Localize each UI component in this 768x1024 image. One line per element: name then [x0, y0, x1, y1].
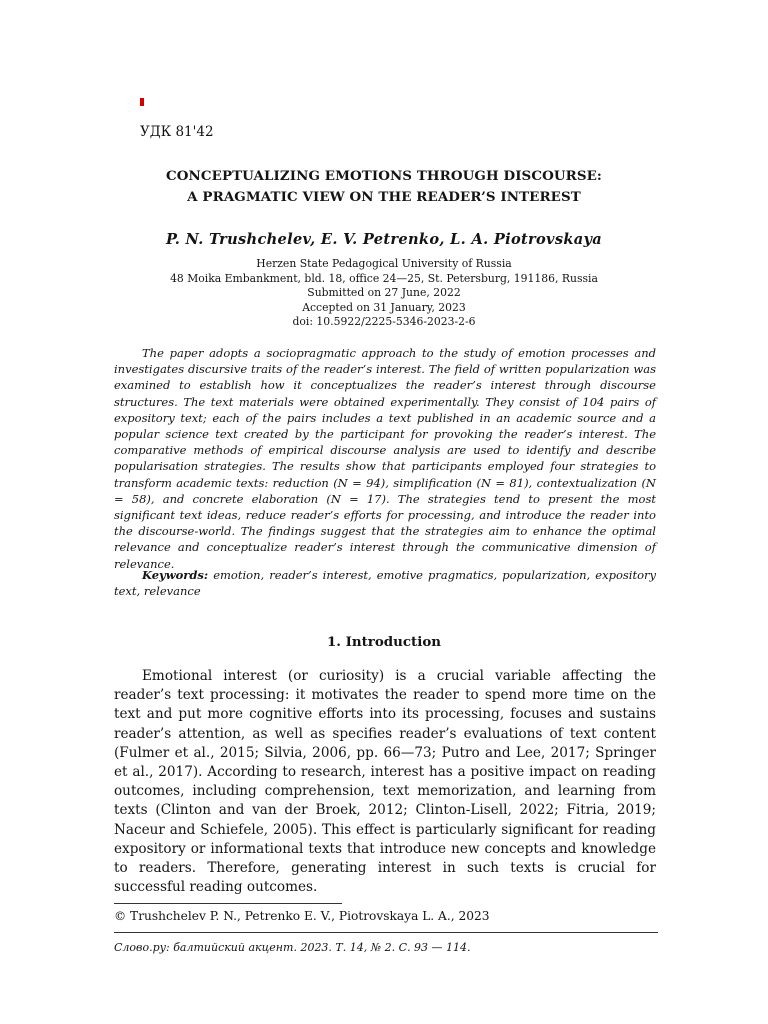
accepted-date: Accepted on 31 January, 2023	[302, 300, 466, 314]
abstract: The paper adopts a sociopragmatic approach to the study of emotion processes and investigates discursive traits of the reader’s interest. The field of written popularization was examined to establish how it conceptualizes the reader’s interest through discourse structures. The text materials were obtained experimentally. They consist of 104 pairs of expository text; each of the pairs includes a text published in an academic source and a popular science text created by the participant for provoking the reader’s interest. The comparative methods of empirical discourse analysis are used to identify and describe popularisation strategies. The results show that participants employed four strategies to transform academic texts: reduction (N = 94), simplification (N = 81), contextualization (N = 58), and concrete elaboration (N = 17). The strategies tend to present the most significant text ideas, reduce reader’s efforts for processing, and introduce the reader into the discourse-world. The findings suggest that the strategies aim to enhance the optimal relevance and conceptualize reader’s interest through the communicative dimension of relevance.	[114, 346, 656, 571]
keywords	[114, 567, 656, 599]
paper-title	[110, 166, 658, 208]
keywords-label: Keywords:	[142, 568, 209, 582]
affiliation-block	[110, 257, 658, 330]
section-heading-introduction: 1. Introduction	[326, 634, 441, 650]
intro-paragraph: Emotional interest (or curiosity) is a crucial variable affecting the reader’s text processing: it motivates the reader to spend more time on the text and put more cognitive efforts into its processing, focuses and sustains reader’s attention, as well as specifies reader’s evaluations of text content (Fulmer et al., 2015; Silvia, 2006, pp. 66—73; Putro and Lee, 2017; Springer et al., 2017). According to research, interest has a positive impact on reading outcomes, including comprehension, text memorization, and learning from texts (Clinton and van der Broek, 2012; Clinton-Lisell, 2022; Fitria, 2019; Naceur and Schiefele, 2005). This effect is particularly significant for reading expository or informational texts that introduce new concepts and knowledge to readers. Therefore, generating interest in such texts is crucial for successful reading outcomes.	[114, 668, 656, 896]
address: 48 Moika Embankment, bld. 18, office 24—25, St. Petersburg, 191186, Russia	[170, 271, 598, 285]
running-footer: Слово.ру: балтийский акцент. 2023. Т. 14, № 2. С. 93 — 114.	[114, 941, 471, 954]
copyright-footnote: © Trushchelev P. N., Petrenko E. V., Piotrovskaya L. A., 2023	[114, 909, 490, 923]
title-line-1: CONCEPTUALIZING EMOTIONS THROUGH DISCOURSE:	[166, 168, 602, 184]
red-mark	[140, 98, 144, 106]
authors: P. N. Trushchelev, E. V. Petrenko, L. A. Piotrovskaya	[165, 231, 603, 248]
udk-code: УДК 81'42	[140, 124, 214, 140]
footer-divider	[114, 932, 658, 933]
keywords-text: emotion, reader’s interest, emotive pragmatics, popularization, expository text, relevance	[114, 568, 656, 599]
doi: doi: 10.5922/2225-5346-2023-2-6	[292, 315, 476, 329]
title-line-2: A PRAGMATIC VIEW ON THE READER’S INTEREST	[187, 189, 581, 205]
footnote-divider	[114, 903, 342, 904]
submitted-date: Submitted on 27 June, 2022	[307, 286, 461, 300]
institution: Herzen State Pedagogical University of Russia	[256, 257, 512, 270]
